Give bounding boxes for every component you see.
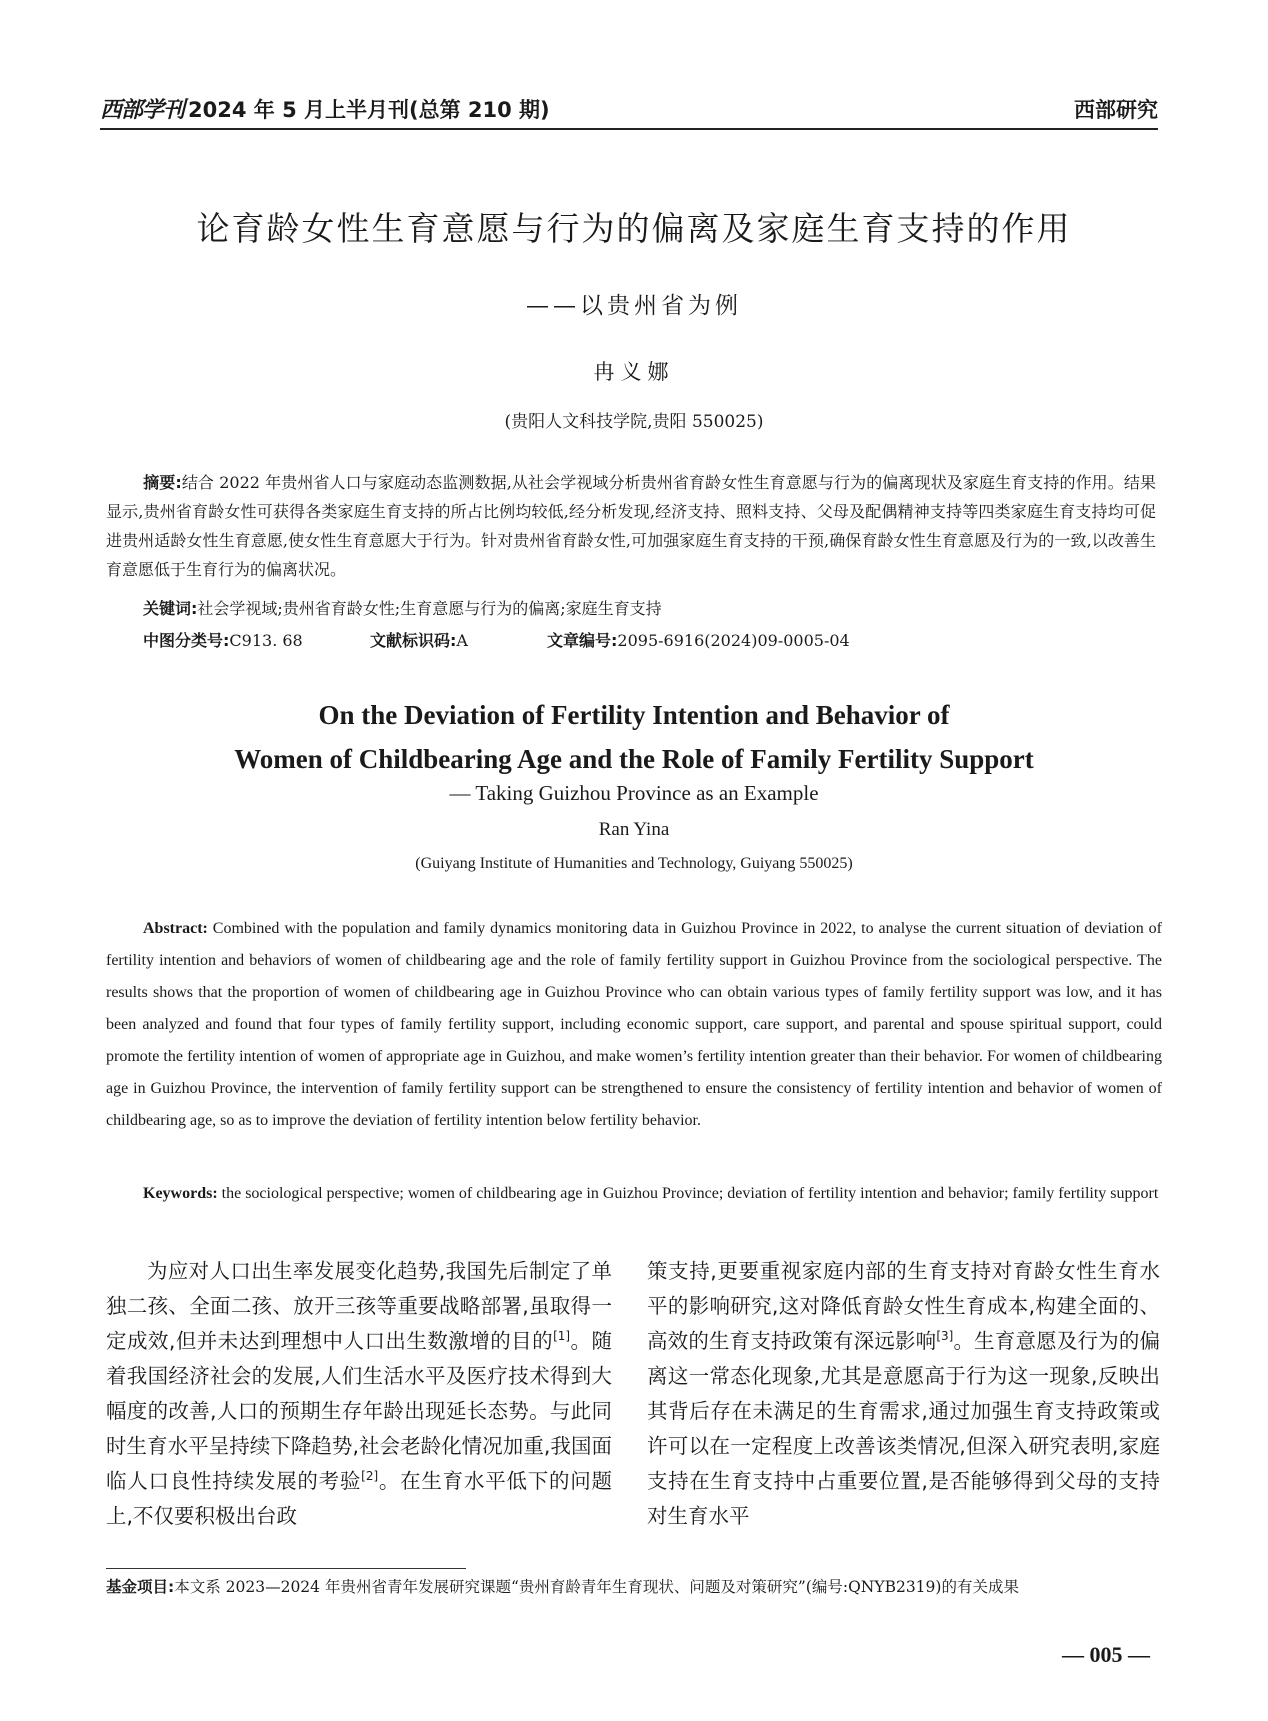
english-subtitle: — Taking Guizhou Province as an Example [449,781,819,805]
chinese-abstract [106,468,1156,584]
chinese-affiliation: (贵阳人文科技学院,贵阳 550025) [504,412,764,432]
chinese-title: 论育龄女性生育意愿与行为的偏离及家庭生育支持的作用 [196,209,1072,248]
chinese-author: 冉义娜 [593,360,675,384]
abstract-text-en: Combined with the population and family dynamics monitoring data in Guizhou Province in 2022, to analyse the current situation of deviation of fertility intention and behaviors of women of childbearing age and the role of family fertility support in Guizhou Province from the sociological perspective. The results shows that the proportion of women of childbearing age in Guizhou Province who can obtain various types of family fertility support was low, and it has been analyzed and found that four types of family fertility support, including economic support, care support, and parental and spouse spiritual support, could promote the fertility intention of women of appropriate age in Guizhou, and make women’s fertility intention greater than their behavior. For women of childbearing age in Guizhou Province, the intervention of family fertility support can be strengthened to ensure the consistency of fertility intention and behavior of women of childbearing age, so as to improve the deviation of fertility intention below fertility behavior. [106,920,1162,1129]
keywords-text: 社会学视域;贵州省育龄女性;生育意愿与行为的偏离;家庭生育支持 [197,599,662,618]
funding-text: 本文系 2023—2024 年贵州省青年发展研究课题“贵州育龄青年生育现状、问题及对策研究”(编号:QNYB2319)的有关成果 [174,1578,1019,1596]
citation-2[interactable]: [2] [361,1469,379,1484]
document-code: 文献标识码:A [370,631,468,650]
section-name: 西部研究 [1074,98,1158,122]
chinese-keywords [143,596,662,619]
english-affiliation: (Guiyang Institute of Humanities and Technology, Guiyang 550025) [415,855,853,872]
funding-label: 基金项目: [106,1578,175,1596]
header-divider [100,128,1158,130]
english-keywords [106,1178,1162,1209]
keywords-label-en: Keywords: [143,1185,218,1202]
english-author: Ran Yina [598,819,670,840]
journal-logo: 西部学刊 [100,97,185,123]
english-abstract [106,913,1162,1137]
citation-1[interactable]: [1] [553,1329,571,1344]
abstract-label: 摘要: [143,473,182,492]
citation-3[interactable]: [3] [936,1329,954,1344]
article-number: 文章编号:2095-6916(2024)09-0005-04 [547,631,850,650]
abstract-label-en: Abstract: [143,920,208,937]
english-title [0,693,1268,781]
funding-footnote [106,1575,1166,1597]
footnote-divider [106,1568,466,1569]
english-title-line1: On the Deviation of Fertility Intention and Behavior of [318,700,950,730]
classification-line [143,628,1043,650]
keywords-text-en: the sociological perspective; women of childbearing age in Guizhou Province; deviation of fertility intention and behavior; family fertility support [217,1185,1159,1202]
keywords-label: 关键词: [143,599,198,618]
issue-info: 2024 年 5 月上半月刊(总第 210 期) [188,98,550,122]
page-number: — 005 — [1062,1642,1150,1667]
clc-number: 中图分类号:C913. 68 [143,631,303,650]
chinese-subtitle: ——以贵州省为例 [526,293,742,319]
journal-issue [100,93,550,124]
english-title-line2: Women of Childbearing Age and the Role of Family Fertility Support [234,744,1034,774]
running-header [100,88,1158,124]
body-column-left: 为应对人口出生率发展变化趋势,我国先后制定了单独二孩、全面二孩、放开三孩等重要战略部署,虽取得一定成效,但并未达到理想中人口出生数激增的目的[1]。随着我国经济社会的发展,人们生活水平及医疗技术得到大幅度的改善,人口的预期生存年龄出现延长态势。与此同时生育水平呈持续下降趋势,社会老龄化情况加重,我国面临人口良性持续发展的考验[2]。在生育水平低下的问题上,不仅要积极出台政 [106,1259,613,1528]
body-column-right: 策支持,更要重视家庭内部的生育支持对育龄女性生育水平的影响研究,这对降低育龄女性生育成本,构建全面的、高效的生育支持政策有深远影响[3]。生育意愿及行为的偏离这一常态化现象,尤其是意愿高于行为这一现象,反映出其背后存在未满足的生育需求,通过加强生育支持政策或许可以在一定程度上改善该类情况,但深入研究表明,家庭支持在生育支持中占重要位置,是否能够得到父母的支持对生育水平 [647,1259,1161,1528]
abstract-text: 结合 2022 年贵州省人口与家庭动态监测数据,从社会学视域分析贵州省育龄女性生育意愿与行为的偏离现状及家庭生育支持的作用。结果显示,贵州省育龄女性可获得各类家庭生育支持的所占比例均较低,经分析发现,经济支持、照料支持、父母及配偶精神支持等四类家庭生育支持均可促进贵州适龄女性生育意愿,使女性生育意愿大于行为。针对贵州省育龄女性,可加强家庭生育支持的干预,确保育龄女性生育意愿及行为的一致,以改善生育意愿低于生育行为的偏离状况。 [106,473,1156,579]
